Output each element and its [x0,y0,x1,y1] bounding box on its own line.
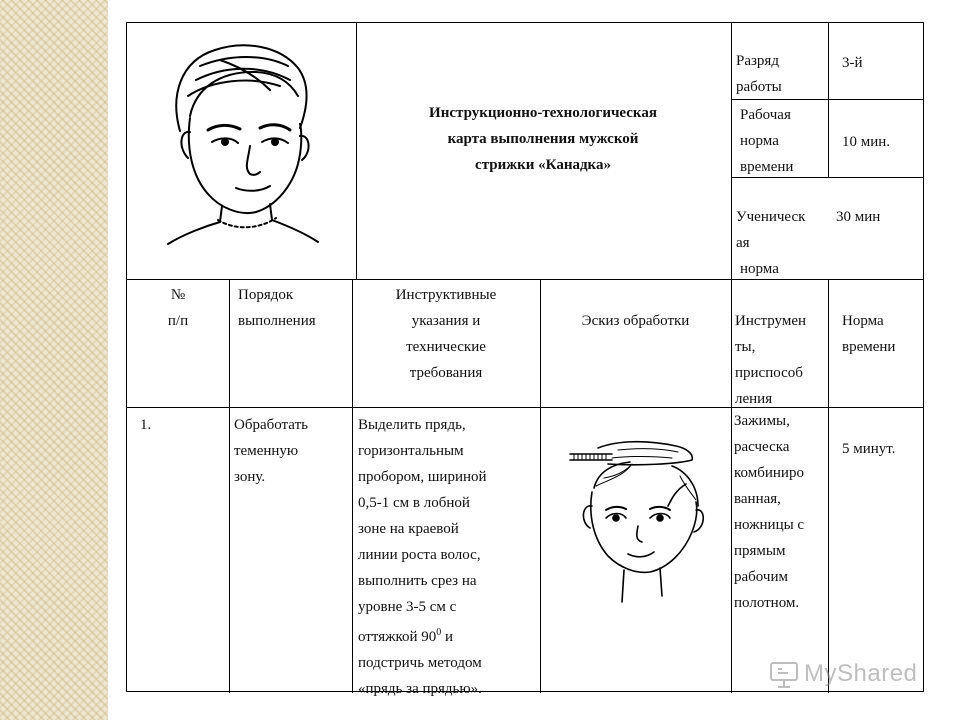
row-order [234,412,308,490]
grid-line [828,99,829,177]
row-instruction-line: подстричь методом [358,655,482,671]
param-label-line: ая [736,235,750,251]
row-instruction-line: линии роста волос, [358,547,481,563]
row-instruction-text: оттяжкой 90 [358,629,437,645]
param-value-grade: 3-й [842,55,863,71]
row-tools-line: расческа [734,439,790,455]
row-instruction-line: выполнить срез на [358,573,477,589]
row-instruction-line: 0,5-1 см в лобной [358,495,470,511]
col-header-instructions [352,282,540,386]
row-instruction-line [358,620,487,650]
col-header-time [842,308,895,360]
row-tools-line: Зажимы, [734,413,790,429]
col-header-line: № [170,287,186,303]
param-label-line: норма [740,261,779,277]
grid-line [731,279,732,693]
row-tools-line: ванная, [734,491,781,507]
grid-line [540,279,541,693]
param-label-line: Разряд [736,53,779,69]
row-order-line: теменную [234,443,299,459]
row-tools-line: полотном. [734,595,800,611]
col-header-tools [735,308,806,412]
col-header-line: времени [842,339,896,355]
col-header-line: требования [409,365,483,381]
col-header-line: Инструмен [735,313,807,329]
col-header-line: указания и [411,313,481,329]
col-header-line: Эскиз обработки [581,313,690,329]
grid-line [828,279,829,693]
row-instructions [358,412,487,702]
degree-superscript: 0 [436,627,442,638]
col-header-line: Инструктивные [395,287,497,303]
col-header-line: приспособ [735,365,803,381]
card-title-line: Инструкционно-технологическая [429,105,657,121]
decorative-side-strip [0,0,108,720]
col-header-line: ления [735,391,773,407]
card-title-line: стрижки «Канадка» [475,157,611,173]
row-tools-line: ножницы с [734,517,805,533]
grid-line [731,23,732,279]
param-label-line: норма [740,133,779,149]
grid-line [828,23,829,99]
col-header-line: Норма [842,313,884,329]
param-label-line: работы [736,79,782,95]
row-tools [734,408,804,616]
param-label-line: времени [740,159,794,175]
row-instruction-line: уровне 3-5 см с [358,599,457,615]
row-tools-line: комбиниро [734,465,804,481]
row-instruction-line: зоне на краевой [358,521,459,537]
row-order-line: Обработать [234,417,308,433]
param-label-student-norm [736,204,805,282]
row-instruction-text: и [441,629,454,645]
param-label-grade [736,48,782,100]
row-number: 1. [140,417,152,433]
param-label-line: Ученическ [736,209,806,225]
col-header-order [238,282,316,334]
grid-line [229,279,230,693]
param-value-student-norm: 30 мин [836,209,881,225]
haircut-sketch-illustration [568,436,718,606]
col-header-line: выполнения [238,313,316,329]
col-header-sketch [540,308,731,334]
presentation-icon [768,659,800,689]
watermark-text: MyShared [804,660,918,687]
row-tools-line: прямым [734,543,786,559]
watermark [768,656,928,692]
param-label-work-norm [740,102,793,180]
row-instruction-line: «прядь за прядью». [358,681,482,697]
row-instruction-line: Выделить прядь, [358,417,466,433]
col-header-line: Порядок [238,287,294,303]
row-order-line: зону. [234,469,266,485]
card-title [356,100,730,178]
col-header-line: технические [406,339,486,355]
col-header-line: п/п [167,313,189,329]
card-title-line: карта выполнения мужской [447,131,639,147]
boy-portrait-illustration [160,36,320,246]
row-instruction-line: горизонтальным [358,443,464,459]
param-value-work-norm: 10 мин. [842,134,891,150]
row-tools-line: рабочим [734,569,788,585]
col-header-number [127,282,229,334]
row-instruction-line: пробором, шириной [358,469,487,485]
param-label-line: Рабочая [740,107,791,123]
row-time: 5 минут. [842,441,896,457]
col-header-line: ты, [735,339,756,355]
